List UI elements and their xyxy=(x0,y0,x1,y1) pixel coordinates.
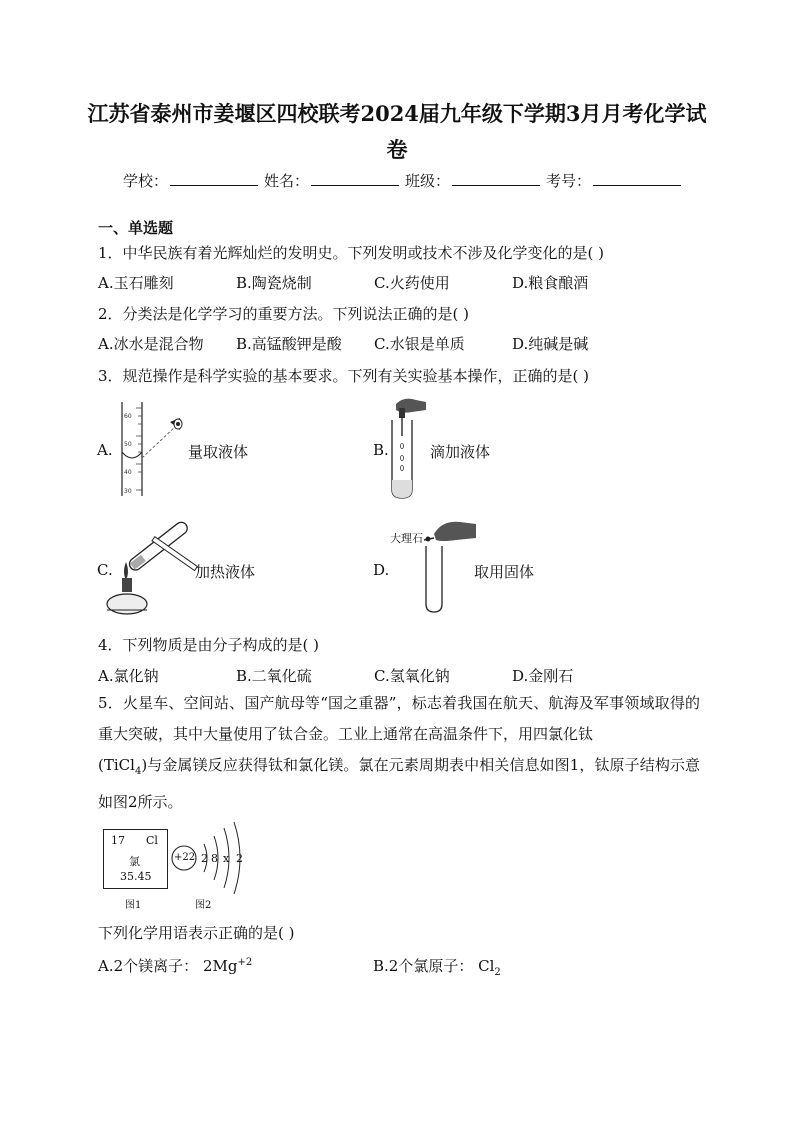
heating-test-tube-figure xyxy=(104,518,200,618)
q3-option-a-caption: 量取液体 xyxy=(188,443,249,461)
exam-number-label: 考号： xyxy=(546,172,592,190)
q2-option-d[interactable]: D.纯碱是碱 xyxy=(512,335,589,353)
nucleus-charge: +22 xyxy=(174,852,196,863)
figure-1-label: 图1 xyxy=(125,900,142,911)
q2-options xyxy=(98,333,718,354)
q3-option-c-letter[interactable]: C. xyxy=(97,561,113,579)
q5-option-a[interactable] xyxy=(98,955,252,976)
q3-option-a-letter[interactable]: A. xyxy=(97,441,113,459)
q5-option-b-label: B.2个氯原子： xyxy=(373,957,474,975)
exam-title: 江苏省泰州市姜堰区四校联考2024届九年级下学期3月月考化学试 xyxy=(87,101,707,126)
q5-stem-part1: 5．火星车、空间站、国产航母等“国之重器”，标志着我国在航天、航海及军事领域取得的重大突破，其中大量使用了钛合金。工业上通常在高温条件下，用四氯化钛 xyxy=(98,694,700,743)
q1-stem: 1．中华民族有着光辉灿烂的发明史。下列发明或技术不涉及化学变化的是( ) xyxy=(98,244,605,262)
q5-option-b-formula: Cl xyxy=(478,957,495,975)
cylinder-tick-50: 50 xyxy=(124,441,132,448)
q3-option-b-caption: 滴加液体 xyxy=(430,443,491,461)
q5-option-b-subscript: 2 xyxy=(494,967,501,978)
q5-option-a-label: A.2个镁离子： xyxy=(98,957,199,975)
element-symbol: Cl xyxy=(146,834,158,847)
q4-option-c[interactable]: C.氢氧化钠 xyxy=(374,667,450,685)
atomic-number: 17 xyxy=(111,834,125,847)
exam-number-blank[interactable] xyxy=(593,171,681,186)
class-blank[interactable] xyxy=(452,171,540,186)
exam-title-continued: 卷 xyxy=(386,137,408,162)
student-info-fields xyxy=(123,170,687,191)
cylinder-tick-60: 60 xyxy=(124,413,132,420)
atomic-mass: 35.45 xyxy=(120,870,152,883)
dropper-test-tube-figure xyxy=(386,396,436,500)
solid-test-tube-figure xyxy=(420,514,480,616)
q3-stem: 3．规范操作是科学实验的基本要求。下列有关实验基本操作，正确的是( ) xyxy=(98,367,590,385)
shell-3-electrons: x xyxy=(223,852,230,865)
q5-stem-part2-text: )与金属镁反应获得钛和氯化镁。氯在元素周期表中相关信息如图1，钛原子结构示意如图2所示。 xyxy=(98,756,700,811)
hand-icon xyxy=(434,522,476,541)
shell-4-electrons: 2 xyxy=(236,852,243,865)
school-label: 学校： xyxy=(123,172,169,190)
q3-option-d-letter[interactable]: D. xyxy=(373,561,390,579)
section-heading: 一、单选题 xyxy=(98,219,174,237)
name-blank[interactable] xyxy=(311,171,399,186)
q3-option-c-caption: 加热液体 xyxy=(195,563,256,581)
q1-option-c[interactable]: C.火药使用 xyxy=(374,274,450,292)
cylinder-tick-labels xyxy=(124,403,132,497)
school-blank[interactable] xyxy=(170,171,258,186)
q1-option-b[interactable]: B.陶瓷烧制 xyxy=(236,274,312,292)
cylinder-tick-40: 40 xyxy=(124,469,132,476)
class-label: 班级： xyxy=(405,172,451,190)
q4-options xyxy=(98,665,718,686)
q5-option-a-formula: 2Mg xyxy=(202,957,238,975)
q5-option-b[interactable] xyxy=(373,955,501,978)
q5-follow-up: 下列化学用语表示正确的是( ) xyxy=(98,924,295,942)
q5-option-a-charge: +2 xyxy=(237,957,253,968)
element-name: 氯 xyxy=(129,855,140,868)
q1-option-d[interactable]: D.粮食酿酒 xyxy=(512,274,589,292)
ticl4-subscript: 4 xyxy=(134,766,142,777)
q2-stem: 2．分类法是化学学习的重要方法。下列说法正确的是( ) xyxy=(98,305,470,323)
q2-option-c[interactable]: C.水银是单质 xyxy=(374,335,465,353)
measuring-cylinder-figure xyxy=(104,400,194,500)
q4-option-d[interactable]: D.金刚石 xyxy=(512,667,574,685)
flame-icon xyxy=(124,562,128,580)
marble-label: 大理石 xyxy=(390,532,423,545)
q2-option-b[interactable]: B.高锰酸钾是酸 xyxy=(236,335,342,353)
shell-2-electrons: 8 xyxy=(211,852,218,865)
q1-option-a[interactable]: A.玉石雕刻 xyxy=(98,274,174,292)
cylinder-tick-30: 30 xyxy=(124,488,132,495)
q5-stem-part2 xyxy=(98,750,700,818)
figure-2-label: 图2 xyxy=(195,900,212,911)
shell-1-electrons: 2 xyxy=(201,852,208,865)
ticl4-prefix: (TiCl xyxy=(98,756,135,774)
q4-option-b[interactable]: B.二氧化硫 xyxy=(236,667,312,685)
q1-options xyxy=(98,272,718,293)
periodic-table-cell xyxy=(103,829,168,889)
name-label: 姓名： xyxy=(264,172,310,190)
q3-option-b-letter[interactable]: B. xyxy=(373,441,389,459)
q3-option-d-caption: 取用固体 xyxy=(474,563,535,581)
q2-option-a[interactable]: A.冰水是混合物 xyxy=(98,335,204,353)
q4-stem: 4．下列物质是由分子构成的是( ) xyxy=(98,636,320,654)
q4-option-a[interactable]: A.氯化钠 xyxy=(98,667,159,685)
